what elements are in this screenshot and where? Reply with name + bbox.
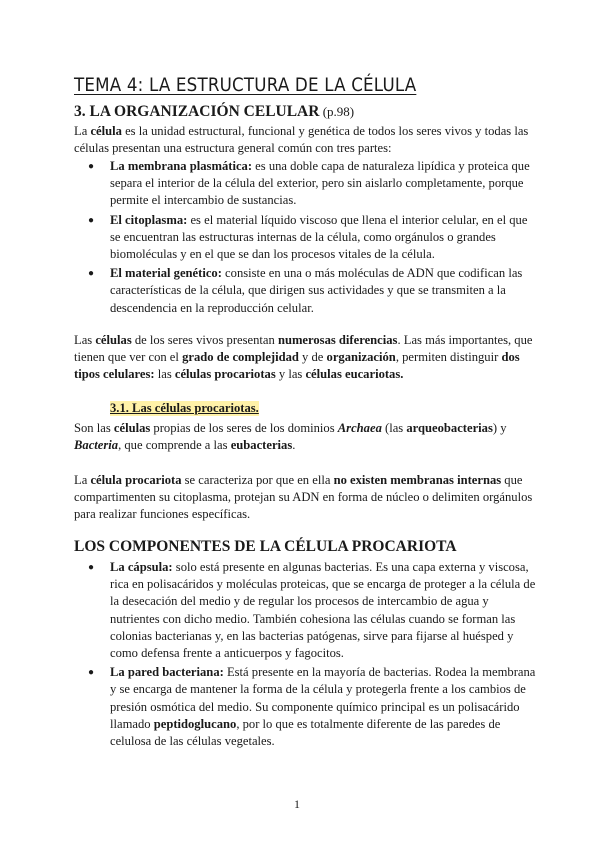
list-item: [74, 158, 536, 210]
list-item: [74, 664, 536, 750]
text-run: solo está presente en algunas bacterias. Es una capa externa y viscosa, rica en polisacáridos y moléculas proteicas, que se encarga de proteger a la célula de la desecación del medio y de regular los procesos de intercambio de agua y nutrientes con dicho medio. También cohesiona las células cuando se forman las colonias bacterianas y, en las bacterias patógenas, sirve para fijarse al huésped y como defensa frente a anticuerpos y fagocitos.: [110, 560, 536, 661]
bold-term: La cápsula:: [110, 560, 173, 574]
page-reference: (p.98): [319, 104, 355, 119]
document-title: TEMA 4: LA ESTRUCTURA DE LA CÉLULA: [74, 74, 417, 96]
procariotas-definition: [74, 420, 536, 454]
text-run: es la unidad estructural, funcional y genética de todos los seres vivos y todas las células presentan una estructura general común con tres partes:: [74, 124, 529, 156]
text-run: y de: [298, 350, 327, 365]
bold-term: célula procariota: [90, 473, 182, 487]
cell-parts-list: [74, 158, 536, 319]
bold-term: El citoplasma:: [110, 212, 188, 227]
procariota-characteristics: [74, 472, 536, 524]
bold-term: arqueobacterias: [406, 421, 493, 435]
bold-term: peptidoglucano: [153, 716, 237, 731]
text-run: , que comprende a las: [118, 438, 231, 453]
bold-term: La pared bacteriana:: [110, 665, 224, 680]
text-run: consiste en una o más moléculas de ADN que codifican las características de la célula, que dirigen sus actividades y que se transmiten a la descendencia en la reproducción celular.: [110, 266, 523, 315]
text-run: . Las más importantes, que tienen que ver con el: [74, 333, 533, 365]
text-run: La: [74, 124, 91, 138]
text-run: , por lo que es totalmente diferente de las paredes de celulosa de las células vegetales.: [110, 716, 501, 749]
text-run: Son las: [74, 421, 114, 435]
text-run: La: [74, 473, 91, 487]
italic-term: Bacteria: [74, 438, 119, 453]
list-item: [74, 265, 536, 317]
bold-term: célula: [90, 124, 122, 138]
bold-term: células procariotas: [174, 367, 276, 382]
components-list: [74, 559, 536, 752]
list-item: [74, 212, 536, 264]
list-item: [74, 559, 536, 662]
text-run: propias de los seres de los dominios: [150, 421, 338, 435]
text-run: y las: [275, 367, 306, 382]
text-run: Está presente en la mayoría de bacterias. Rodea la membrana y se encarga de mantener la forma de la célula y protegerla frente a los cambios de presión osmótica del medio. Su componente químico principal es un polisacárido llamado: [110, 665, 536, 731]
text-run: las: [154, 367, 175, 382]
bold-term: El material genético:: [110, 266, 222, 281]
section-heading-organizacion: [74, 103, 354, 121]
text-run: (las: [381, 421, 407, 435]
text-run: se caracteriza por que en ella: [181, 473, 334, 487]
text-run: es el material líquido viscoso que llena el interior celular, en el que se encuentran las estructuras internas de la célula, como orgánulos o grandes biomoléculas y en el que se dan los procesos vitales de la célula.: [110, 212, 528, 262]
bold-term: La membrana plasmática:: [110, 159, 253, 173]
bold-term: grado de complejidad: [182, 350, 299, 365]
text-run: , permiten distinguir: [395, 350, 502, 365]
text-run: que compartimenten su citoplasma, protejan su ADN en forma de núcleo o delimiten orgánulos para realizar funciones específicas.: [74, 473, 533, 522]
bold-term: células: [95, 333, 132, 347]
subsection-heading-procariotas: 3.1. Las células procariotas.: [110, 401, 259, 415]
differences-paragraph: [74, 332, 536, 384]
bold-term: organización: [326, 350, 396, 365]
bold-term: células eucariotas.: [305, 367, 404, 382]
page-number: 1: [294, 797, 300, 811]
text-run: de los seres vivos presentan: [131, 333, 278, 347]
section-heading-componentes: LOS COMPONENTES DE LA CÉLULA PROCARIOTA: [74, 538, 457, 555]
bold-term: células: [113, 421, 151, 435]
bold-term: numerosas diferencias: [277, 333, 398, 347]
italic-term: Archaea: [337, 421, 382, 435]
bold-term: dos tipos celulares:: [74, 350, 520, 382]
text-run: es una doble capa de naturaleza lipídica y proteica que separa el interior de la célula del exterior, pero sin aislarlo completamente, porque permite el intercambio de sustancias.: [110, 159, 530, 208]
text-run: ) y: [492, 421, 507, 435]
intro-paragraph: [74, 123, 536, 157]
section-heading-text: 3. LA ORGANIZACIÓN CELULAR: [74, 103, 320, 120]
text-run: Las: [74, 333, 96, 347]
bold-term: eubacterias: [230, 438, 293, 453]
text-run: .: [292, 438, 296, 453]
bold-term: no existen membranas internas: [333, 473, 502, 487]
